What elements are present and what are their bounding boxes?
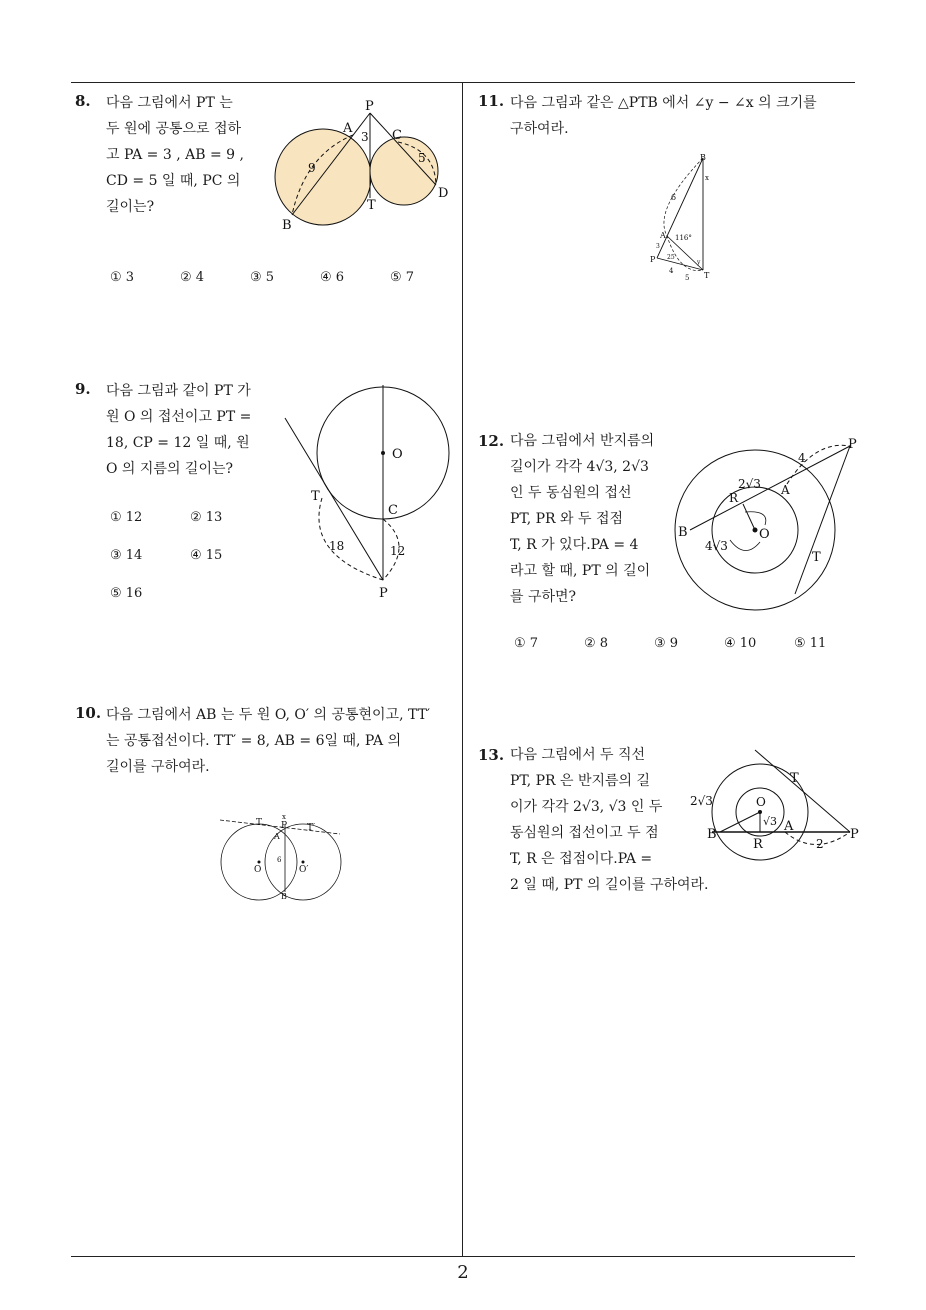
- figure-q8: [270, 95, 460, 235]
- page-number: 2: [457, 1262, 469, 1283]
- text-line: 다음 그림과 같은 △PTB 에서 ∠y − ∠x 의 크기를: [510, 95, 817, 111]
- label-6: 6: [277, 856, 282, 864]
- label-T-prime: T′: [307, 823, 316, 833]
- label-2r3: 2√3: [690, 794, 713, 808]
- label-A: A: [660, 231, 666, 240]
- label-T: T: [311, 489, 320, 504]
- text-line: 다음 그림에서 두 직선: [510, 747, 646, 763]
- label-B: B: [700, 153, 706, 162]
- label-9: 9: [308, 161, 316, 175]
- arc-r4: [730, 540, 760, 551]
- question-number: 12.: [478, 432, 505, 450]
- figure-q11: [645, 150, 725, 285]
- label-O: O: [392, 447, 403, 462]
- label-18: 18: [329, 539, 345, 553]
- center-dot: [381, 451, 385, 455]
- label-P: P: [850, 827, 859, 842]
- label-T: T: [790, 771, 799, 786]
- question-number: 11.: [478, 92, 505, 110]
- choice-2[interactable]: ② 8: [584, 636, 609, 651]
- figure-q12: [675, 430, 860, 600]
- center-dot: [758, 810, 762, 814]
- label-T: T: [812, 550, 821, 565]
- label-P: P: [281, 821, 288, 831]
- label-r3: √3: [763, 815, 778, 828]
- text-line: T, R 은 접점이다.PA =: [510, 851, 653, 867]
- label-P: P: [848, 437, 857, 452]
- label-B: B: [282, 218, 292, 233]
- circle-small: [370, 137, 438, 205]
- label-2r3: 2√3: [738, 477, 761, 491]
- choice-4[interactable]: ④ 15: [190, 548, 223, 563]
- text-line: 원 O 의 접선이고 PT =: [106, 409, 252, 425]
- dot-O-prime: [302, 861, 305, 864]
- top-rule: [71, 82, 855, 83]
- label-C: C: [392, 128, 402, 143]
- label-A: A: [343, 121, 353, 136]
- text-line: 2 일 때, PT 의 길이를 구하여라.: [510, 877, 709, 893]
- text-line: 다음 그림에서 PT 는: [106, 95, 233, 111]
- text-line: 구하여라.: [510, 121, 569, 137]
- text-line: O 의 지름의 길이는?: [106, 461, 234, 477]
- label-x: x: [705, 174, 709, 182]
- choice-1[interactable]: ① 7: [514, 636, 539, 651]
- label-D: D: [438, 186, 449, 201]
- label-A: A: [784, 819, 794, 834]
- choice-4[interactable]: ④ 10: [724, 636, 757, 651]
- text-line: 길이는?: [106, 199, 155, 215]
- figure-q10: [215, 810, 345, 900]
- text-line: PT, PR 와 두 접점: [510, 511, 624, 527]
- text-line: 라고 할 때, PT 의 길이: [510, 563, 651, 579]
- text-line: PT, PR 은 반지름의 길: [510, 773, 651, 789]
- side-BP: [657, 158, 703, 258]
- label-25: 25: [667, 254, 675, 261]
- figure-q13: [690, 745, 860, 860]
- label-5: 5: [685, 274, 690, 282]
- choice-3[interactable]: ③ 14: [110, 548, 143, 563]
- question-text: [510, 90, 860, 142]
- label-R: R: [729, 491, 739, 505]
- label-6: 6: [671, 193, 677, 202]
- label-P: P: [650, 255, 656, 264]
- text-line: 길이가 각각 4√3, 2√3: [510, 459, 649, 475]
- choice-4[interactable]: ④ 6: [320, 270, 345, 285]
- label-P: P: [365, 99, 374, 114]
- choice-2[interactable]: ② 4: [180, 270, 205, 285]
- text-line: CD = 5 일 때, PC 의: [106, 173, 241, 189]
- label-T: T: [704, 271, 710, 280]
- tangent-PT: [285, 418, 383, 580]
- label-4: 4: [798, 451, 806, 465]
- choice-3[interactable]: ③ 9: [654, 636, 679, 651]
- label-O: O: [756, 795, 766, 809]
- question-text: [106, 378, 276, 482]
- label-116: 116°: [675, 234, 692, 242]
- label-A: A: [781, 483, 790, 497]
- label-3: 3: [656, 243, 660, 250]
- question-text: [510, 428, 670, 610]
- text-line: 다음 그림에서 AB 는 두 원 O, O′ 의 공통현이고, TT′: [106, 707, 431, 723]
- choice-5[interactable]: ⑤ 16: [110, 586, 143, 601]
- label-T: T: [256, 818, 263, 828]
- bottom-rule: [71, 1256, 855, 1257]
- label-y: y: [697, 259, 701, 266]
- label-B: B: [707, 827, 717, 842]
- choice-5[interactable]: ⑤ 7: [390, 270, 415, 285]
- choice-1[interactable]: ① 12: [110, 510, 143, 525]
- text-line: 길이를 구하여라.: [106, 759, 210, 775]
- secant-BP: [690, 446, 850, 530]
- label-3: 3: [361, 130, 369, 144]
- figure-q9: [280, 380, 460, 605]
- label-x: x: [282, 813, 286, 821]
- text-line: 를 구하면?: [510, 589, 577, 605]
- choice-5[interactable]: ⑤ 11: [794, 636, 827, 651]
- label-B: B: [281, 892, 287, 901]
- text-line: 다음 그림에서 반지름의: [510, 433, 655, 449]
- arc-r2: [745, 512, 766, 525]
- text-line: 이가 각각 2√3, √3 인 두: [510, 799, 663, 815]
- choice-1[interactable]: ① 3: [110, 270, 135, 285]
- question-number: 10.: [75, 704, 102, 722]
- label-O: O: [254, 865, 262, 875]
- label-A: A: [274, 832, 280, 841]
- center-dot: [753, 528, 758, 533]
- label-2: 2: [816, 837, 824, 851]
- tangent-PT: [795, 446, 850, 594]
- dot-O: [258, 861, 261, 864]
- label-O-prime: O′: [299, 865, 309, 875]
- label-4r3: 4√3: [705, 539, 728, 553]
- text-line: 는 공통접선이다. TT′ = 8, AB = 6일 때, PA 의: [106, 733, 402, 749]
- question-number: 13.: [478, 746, 505, 764]
- choice-3[interactable]: ③ 5: [250, 270, 275, 285]
- label-4: 4: [669, 267, 674, 275]
- question-text: [106, 90, 276, 220]
- radius-OB: [720, 812, 760, 832]
- label-P: P: [379, 586, 388, 601]
- label-O: O: [759, 527, 770, 542]
- text-line: 인 두 동심원의 접선: [510, 485, 632, 501]
- text-line: 고 PA = 3 , AB = 9 ,: [106, 147, 244, 163]
- label-T: T: [367, 198, 376, 213]
- question-number: 8.: [75, 92, 91, 110]
- circle-large: [275, 129, 371, 225]
- label-12: 12: [390, 544, 406, 558]
- label-5: 5: [418, 151, 426, 165]
- label-B: B: [678, 525, 688, 540]
- question-text: [106, 702, 456, 780]
- text-line: 두 원에 공통으로 접하: [106, 121, 242, 137]
- text-line: 18, CP = 12 일 때, 원: [106, 435, 250, 451]
- question-number: 9.: [75, 380, 91, 398]
- text-line: 다음 그림과 같이 PT 가: [106, 383, 251, 399]
- column-divider: [462, 82, 463, 1257]
- choice-2[interactable]: ② 13: [190, 510, 223, 525]
- label-R: R: [753, 837, 763, 852]
- radius-OR: [743, 504, 755, 530]
- label-C: C: [388, 503, 398, 518]
- text-line: 동심원의 접선이고 두 점: [510, 825, 659, 841]
- text-line: T, R 가 있다.PA = 4: [510, 537, 639, 553]
